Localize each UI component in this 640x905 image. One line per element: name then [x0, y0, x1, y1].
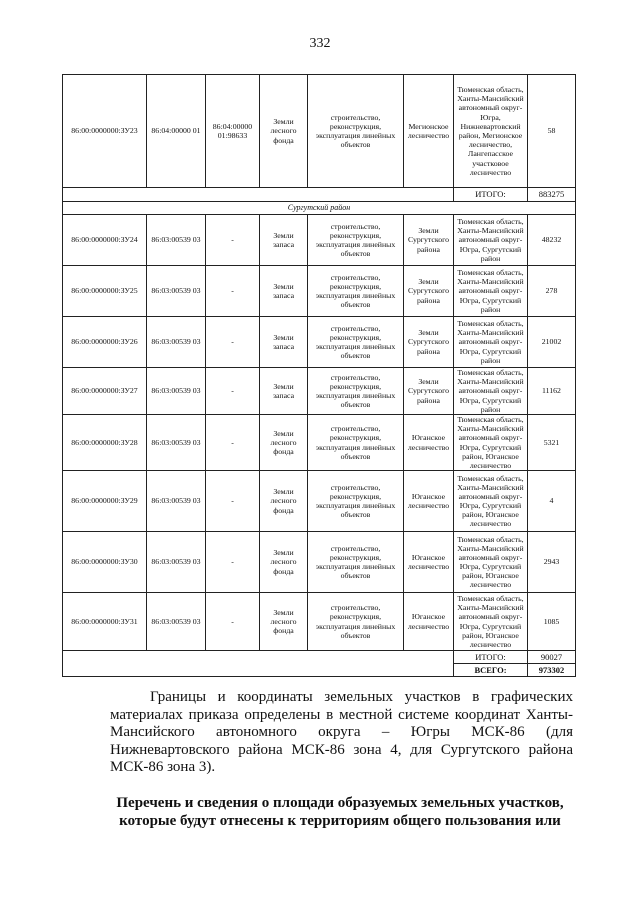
- table-row: [63, 593, 576, 651]
- section-title: Сургутский район: [63, 202, 576, 215]
- parent-cell: -: [206, 532, 260, 593]
- quarter-cell: 86:03:00539 03: [147, 368, 206, 415]
- owner-cell: Земли Сургутского района: [404, 266, 454, 317]
- use-cell: строительство, реконструкция, эксплуатация линейных объектов: [308, 532, 404, 593]
- owner-cell: Мегионское лесничество: [404, 75, 454, 188]
- area-cell: 4: [528, 471, 576, 532]
- category-cell: Земли лесного фонда: [260, 593, 308, 651]
- table-row: [63, 215, 576, 266]
- table-row: [63, 414, 576, 470]
- table-row: [63, 532, 576, 593]
- coordinates-paragraph: Границы и координаты земельных участков в графических материалах приказа определены в местной системе координат Ханты-Мансийского автономного округа – Югры МСК-86 (для Нижневартовского района МСК-86 зона 4, для Сургутского района МСК-86 зона 3).: [110, 689, 573, 776]
- owner-cell: Земли Сургутского района: [404, 215, 454, 266]
- location-cell: Тюменская область, Ханты-Мансийский автономный округ-Югра, Нижневартовский район, Мегионское лесничество, Лангепасское участковое лесничество: [454, 75, 528, 188]
- parent-cell: -: [206, 593, 260, 651]
- page-number: 332: [309, 36, 331, 51]
- use-cell: строительство, реконструкция, эксплуатация линейных объектов: [308, 414, 404, 470]
- location-cell: Тюменская область, Ханты-Мансийский автономный округ-Югра, Сургутский район, Юганское лесничество: [454, 414, 528, 470]
- area-cell: 48232: [528, 215, 576, 266]
- parent-cell: -: [206, 368, 260, 415]
- grand-total-value: 973302: [528, 664, 576, 677]
- quarter-cell: 86:03:00539 03: [147, 593, 206, 651]
- cadastral-cell: 86:00:0000000:ЗУ26: [63, 317, 147, 368]
- quarter-cell: 86:03:00539 03: [147, 532, 206, 593]
- quarter-cell: 86:04:00000 01: [147, 75, 206, 188]
- table-row: [63, 75, 576, 188]
- blank-cell: [63, 651, 454, 664]
- use-cell: строительство, реконструкция, эксплуатация линейных объектов: [308, 215, 404, 266]
- subtotal-label: ИТОГО:: [454, 188, 528, 202]
- cadastral-cell: 86:00:0000000:ЗУ29: [63, 471, 147, 532]
- grand-total-label: ВСЕГО:: [454, 664, 528, 677]
- location-cell: Тюменская область, Ханты-Мансийский автономный округ-Югра, Сургутский район, Юганское лесничество: [454, 471, 528, 532]
- cadastral-cell: 86:00:0000000:ЗУ27: [63, 368, 147, 415]
- cadastral-cell: 86:00:0000000:ЗУ28: [63, 414, 147, 470]
- area-cell: 58: [528, 75, 576, 188]
- owner-cell: Земли Сургутского района: [404, 368, 454, 415]
- area-cell: 5321: [528, 414, 576, 470]
- blank-cell: [63, 188, 454, 202]
- owner-cell: Земли Сургутского района: [404, 317, 454, 368]
- table-row: [63, 266, 576, 317]
- section-row: [63, 202, 576, 215]
- quarter-cell: 86:03:00539 03: [147, 414, 206, 470]
- category-cell: Земли запаса: [260, 317, 308, 368]
- table-row: [63, 368, 576, 415]
- subtotal-value: 90027: [528, 651, 576, 664]
- category-cell: Земли лесного фонда: [260, 414, 308, 470]
- owner-cell: Юганское лесничество: [404, 532, 454, 593]
- table-row: [63, 317, 576, 368]
- quarter-cell: 86:03:00539 03: [147, 317, 206, 368]
- location-cell: Тюменская область, Ханты-Мансийский автономный округ-Югра, Сургутский район, Юганское лесничество: [454, 532, 528, 593]
- quarter-cell: 86:03:00539 03: [147, 266, 206, 317]
- owner-cell: Юганское лесничество: [404, 471, 454, 532]
- category-cell: Земли запаса: [260, 266, 308, 317]
- owner-cell: Юганское лесничество: [404, 593, 454, 651]
- blank-cell: [63, 664, 454, 677]
- category-cell: Земли лесного фонда: [260, 532, 308, 593]
- area-cell: 2943: [528, 532, 576, 593]
- parent-cell: -: [206, 215, 260, 266]
- area-cell: 278: [528, 266, 576, 317]
- grand-total-row: [63, 664, 576, 677]
- subtotal-value: 883275: [528, 188, 576, 202]
- parent-cell: -: [206, 414, 260, 470]
- land-plots-table: [62, 74, 576, 677]
- location-cell: Тюменская область, Ханты-Мансийский автономный округ-Югра, Сургутский район: [454, 317, 528, 368]
- cadastral-cell: 86:00:0000000:ЗУ25: [63, 266, 147, 317]
- use-cell: строительство, реконструкция, эксплуатация линейных объектов: [308, 593, 404, 651]
- area-cell: 11162: [528, 368, 576, 415]
- location-cell: Тюменская область, Ханты-Мансийский автономный округ-Югра, Сургутский район, Юганское лесничество: [454, 593, 528, 651]
- location-cell: Тюменская область, Ханты-Мансийский автономный округ-Югра, Сургутский район: [454, 368, 528, 415]
- quarter-cell: 86:03:00539 03: [147, 215, 206, 266]
- quarter-cell: 86:03:00539 03: [147, 471, 206, 532]
- category-cell: Земли лесного фонда: [260, 471, 308, 532]
- parent-cell: -: [206, 317, 260, 368]
- location-cell: Тюменская область, Ханты-Мансийский автономный округ-Югра, Сургутский район: [454, 266, 528, 317]
- parent-cell: -: [206, 471, 260, 532]
- parent-cell: 86:04:00000 01:98633: [206, 75, 260, 188]
- category-cell: Земли лесного фонда: [260, 75, 308, 188]
- parent-cell: -: [206, 266, 260, 317]
- category-cell: Земли запаса: [260, 368, 308, 415]
- use-cell: строительство, реконструкция, эксплуатация линейных объектов: [308, 368, 404, 415]
- cadastral-cell: 86:00:0000000:ЗУ24: [63, 215, 147, 266]
- subtotal-row: [63, 188, 576, 202]
- owner-cell: Юганское лесничество: [404, 414, 454, 470]
- use-cell: строительство, реконструкция, эксплуатация линейных объектов: [308, 317, 404, 368]
- category-cell: Земли запаса: [260, 215, 308, 266]
- section-heading: Перечень и сведения о площади образуемых земельных участков, которые будут отнесены к территориям общего пользования или: [116, 795, 564, 829]
- area-cell: 1085: [528, 593, 576, 651]
- cadastral-cell: 86:00:0000000:ЗУ23: [63, 75, 147, 188]
- area-cell: 21002: [528, 317, 576, 368]
- use-cell: строительство, реконструкция, эксплуатация линейных объектов: [308, 75, 404, 188]
- cadastral-cell: 86:00:0000000:ЗУ30: [63, 532, 147, 593]
- subtotal-row: [63, 651, 576, 664]
- table-row: [63, 471, 576, 532]
- use-cell: строительство, реконструкция, эксплуатация линейных объектов: [308, 266, 404, 317]
- subtotal-label: ИТОГО:: [454, 651, 528, 664]
- location-cell: Тюменская область, Ханты-Мансийский автономный округ-Югра, Сургутский район: [454, 215, 528, 266]
- use-cell: строительство, реконструкция, эксплуатация линейных объектов: [308, 471, 404, 532]
- cadastral-cell: 86:00:0000000:ЗУ31: [63, 593, 147, 651]
